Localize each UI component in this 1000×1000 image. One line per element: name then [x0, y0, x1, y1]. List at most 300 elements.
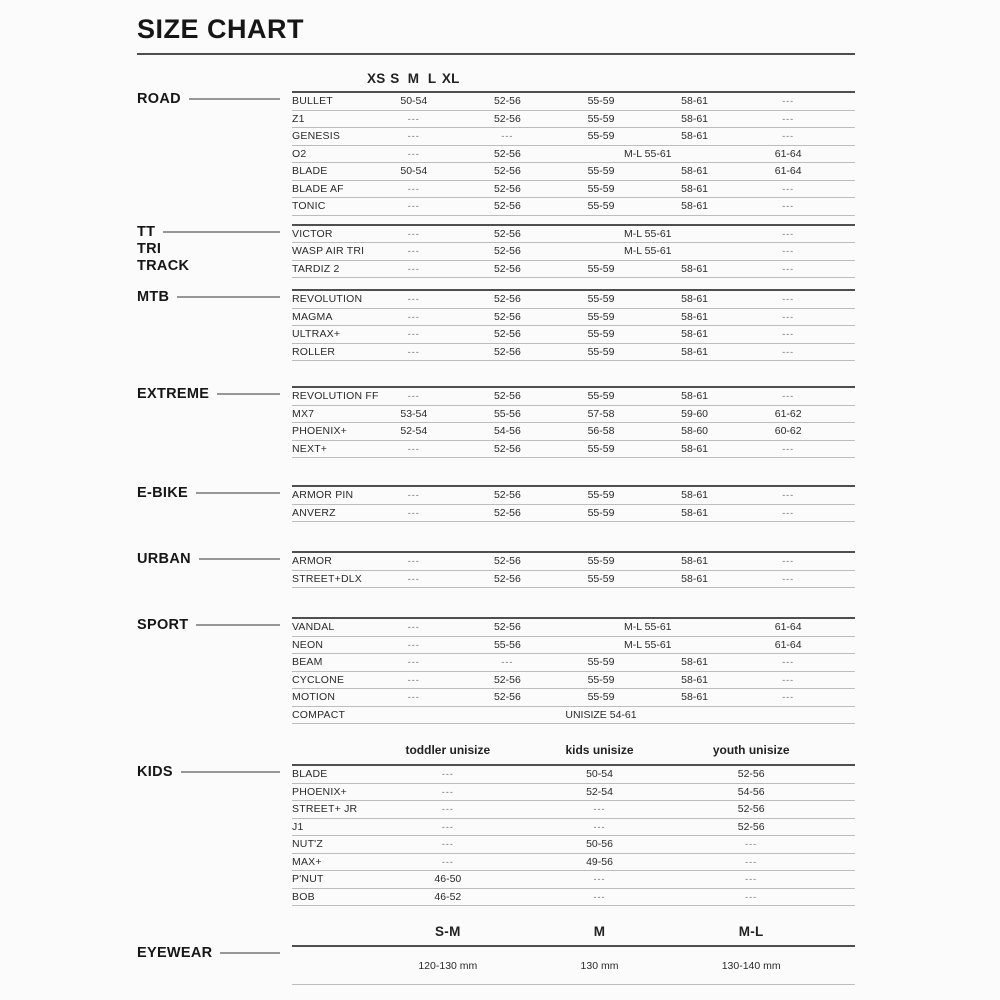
table-row — [292, 261, 855, 279]
category-label: SPORT — [137, 617, 189, 633]
category-label: EYEWEAR — [137, 945, 213, 961]
size-column-headers — [292, 55, 480, 91]
table-row — [292, 889, 855, 907]
category-label: URBAN — [137, 551, 191, 567]
size-cell: 52-56 — [493, 227, 521, 240]
eyewear-table — [292, 919, 855, 985]
size-cell: 58-61 — [681, 489, 709, 502]
section-e-bike — [137, 485, 855, 522]
size-cell: 55-59 — [587, 165, 615, 178]
size-cell: --- — [407, 639, 420, 650]
kids-category-column — [137, 736, 292, 906]
size-cell: 52-56 — [493, 95, 521, 108]
size-cell: 55-59 — [587, 182, 615, 195]
size-cell: --- — [407, 311, 420, 322]
size-cell: 52-56 — [737, 803, 765, 816]
size-cell: 58-61 — [681, 691, 709, 704]
model-name: NEXT+ — [292, 442, 328, 455]
model-name: CYCLONE — [292, 673, 345, 686]
size-cell: --- — [782, 490, 795, 501]
category-labels — [137, 289, 292, 306]
model-name: MOTION — [292, 691, 336, 704]
size-cell: --- — [782, 96, 795, 107]
model-name: MAGMA — [292, 310, 333, 323]
table-row — [292, 243, 855, 261]
size-cell: 61-64 — [774, 165, 802, 178]
model-name: BLADE AF — [292, 182, 344, 195]
category-label-row — [137, 485, 292, 502]
size-cell: 55-59 — [587, 293, 615, 306]
size-cell: --- — [782, 329, 795, 340]
table-row — [292, 854, 855, 872]
helmet-sections — [137, 91, 855, 724]
size-cell: --- — [407, 556, 420, 567]
eyewear-column-header: M-L — [738, 924, 764, 939]
size-cell: --- — [782, 507, 795, 518]
size-cell: 52-56 — [493, 112, 521, 125]
table-row — [292, 163, 855, 181]
eyewear-values-row — [292, 947, 855, 985]
model-name: ROLLER — [292, 345, 336, 358]
size-column-header: XS — [367, 71, 386, 86]
table-row — [292, 637, 855, 655]
table-row — [292, 553, 855, 571]
table-row — [292, 111, 855, 129]
size-cell: 52-56 — [493, 442, 521, 455]
size-cell: --- — [782, 263, 795, 274]
size-cell: --- — [407, 329, 420, 340]
category-label: TRACK — [137, 257, 190, 274]
category-labels — [137, 224, 292, 275]
category-rule — [196, 624, 280, 626]
size-cell: --- — [782, 294, 795, 305]
size-cell: 58-61 — [681, 293, 709, 306]
size-cell: --- — [782, 246, 795, 257]
model-name: O2 — [292, 147, 307, 160]
size-cell: 61-64 — [774, 638, 802, 651]
size-cell: 55-59 — [587, 310, 615, 323]
size-cell: 55-59 — [587, 555, 615, 568]
model-name: NUT'Z — [292, 838, 323, 851]
table-row — [292, 128, 855, 146]
size-cell: --- — [782, 674, 795, 685]
size-cell: 52-56 — [493, 328, 521, 341]
size-cell: --- — [782, 113, 795, 124]
size-cell: 52-56 — [493, 200, 521, 213]
kids-rows — [292, 764, 855, 906]
category-labels — [137, 386, 292, 403]
section-category-column — [137, 386, 292, 458]
size-cell: --- — [782, 573, 795, 584]
size-cell: --- — [407, 346, 420, 357]
model-name: BULLET — [292, 95, 333, 108]
category-label: KIDS — [137, 764, 173, 780]
size-cell: 58-61 — [681, 345, 709, 358]
size-cell: M-L 55-61 — [624, 245, 672, 258]
table-row — [292, 93, 855, 111]
section-tt — [137, 224, 855, 279]
size-cell: 52-56 — [493, 673, 521, 686]
model-name: PHOENIX+ — [292, 785, 347, 798]
size-cell: --- — [782, 131, 795, 142]
size-cell: --- — [782, 556, 795, 567]
size-cell: 55-59 — [587, 489, 615, 502]
size-cell: --- — [407, 113, 420, 124]
category-rule — [196, 492, 280, 494]
size-cell: 55-59 — [587, 345, 615, 358]
size-cell: 49-56 — [586, 855, 613, 868]
section-rows — [292, 551, 855, 588]
table-row — [292, 571, 855, 589]
model-name: GENESIS — [292, 130, 341, 143]
category-label: TT — [137, 223, 156, 240]
size-column-header: L — [427, 71, 437, 86]
size-cell: 61-64 — [774, 147, 802, 160]
category-rule — [199, 558, 280, 560]
size-cell: 56-58 — [587, 425, 615, 438]
table-row — [292, 619, 855, 637]
category-labels — [137, 764, 292, 781]
table-row — [292, 871, 855, 889]
category-labels — [137, 617, 292, 634]
model-name: PHOENIX+ — [292, 425, 347, 438]
size-cell: 58-60 — [681, 425, 709, 438]
model-name: BLADE — [292, 768, 328, 781]
category-label-row — [137, 258, 292, 275]
table-row — [292, 226, 855, 244]
table-row — [292, 654, 855, 672]
size-cell: --- — [407, 490, 420, 501]
section-road — [137, 91, 855, 216]
size-cell: --- — [407, 263, 420, 274]
size-column-header: XL — [441, 71, 460, 86]
category-label-row — [137, 241, 292, 258]
model-name: REVOLUTION — [292, 293, 363, 306]
kids-column-header: youth unisize — [712, 743, 790, 757]
category-label-row — [137, 386, 292, 403]
size-cell: 55-56 — [493, 407, 521, 420]
table-row — [292, 388, 855, 406]
size-cell: 52-56 — [493, 147, 521, 160]
section-category-column — [137, 289, 292, 361]
size-cell: 55-56 — [493, 638, 521, 651]
size-cell: 55-59 — [587, 691, 615, 704]
size-cell: 52-56 — [493, 345, 521, 358]
table-row — [292, 801, 855, 819]
size-cell: 58-61 — [681, 112, 709, 125]
size-cell: 55-59 — [587, 572, 615, 585]
size-cell: 52-56 — [493, 506, 521, 519]
size-cell: 52-56 — [493, 182, 521, 195]
eyewear-column-header: S-M — [435, 924, 461, 939]
size-cell: --- — [407, 692, 420, 703]
size-cell: 55-59 — [587, 95, 615, 108]
size-cell: M-L 55-61 — [624, 227, 672, 240]
size-cell: --- — [407, 391, 420, 402]
category-label-row — [137, 551, 292, 568]
size-cell: 55-59 — [587, 200, 615, 213]
size-cell: 52-56 — [493, 691, 521, 704]
table-row — [292, 291, 855, 309]
eyewear-column-headers — [292, 919, 855, 945]
model-name: COMPACT — [292, 708, 346, 721]
category-label-row — [137, 617, 292, 634]
size-cell: 52-56 — [493, 245, 521, 258]
size-cell: --- — [782, 201, 795, 212]
size-cell: --- — [407, 622, 420, 633]
model-name: TONIC — [292, 200, 326, 213]
size-cell: 52-54 — [586, 785, 613, 798]
model-name: ARMOR PIN — [292, 489, 354, 502]
size-cell: 58-61 — [681, 165, 709, 178]
table-row — [292, 819, 855, 837]
category-label-row — [137, 224, 292, 241]
size-cell: M-L 55-61 — [624, 621, 672, 634]
section-rows — [292, 485, 855, 522]
kids-column-header: toddler unisize — [405, 743, 491, 757]
size-cell: 55-59 — [587, 656, 615, 669]
category-labels — [137, 91, 292, 108]
category-rule — [177, 296, 280, 298]
size-cell: --- — [407, 201, 420, 212]
category-label-row — [137, 764, 292, 781]
section-rows — [292, 289, 855, 361]
size-cell: --- — [745, 874, 758, 885]
eyewear-rows — [292, 945, 855, 985]
size-cell: --- — [782, 183, 795, 194]
size-cell: 60-62 — [774, 425, 802, 438]
size-cell: 50-54 — [400, 95, 428, 108]
table-row — [292, 406, 855, 424]
size-cell: 46-50 — [434, 873, 462, 886]
model-name: MAX+ — [292, 855, 322, 868]
size-cell: --- — [441, 769, 454, 780]
model-name: REVOLUTION FF — [292, 390, 379, 403]
table-row — [292, 836, 855, 854]
size-cell: 58-61 — [681, 328, 709, 341]
size-cell: 58-61 — [681, 200, 709, 213]
eyewear-value: 130 mm — [580, 959, 619, 972]
size-cell: 55-59 — [587, 442, 615, 455]
size-cell: --- — [407, 228, 420, 239]
model-name: STREET+DLX — [292, 572, 362, 585]
size-cell: 52-56 — [493, 621, 521, 634]
size-cell: 52-56 — [737, 820, 765, 833]
category-label: ROAD — [137, 91, 181, 107]
size-cell: 58-61 — [681, 442, 709, 455]
size-cell: --- — [501, 131, 514, 142]
category-rule — [217, 393, 280, 395]
size-cell: 52-56 — [493, 572, 521, 585]
section-eyewear — [137, 919, 855, 985]
size-cell: 58-61 — [681, 390, 709, 403]
size-cell: --- — [407, 573, 420, 584]
size-cell: 52-56 — [493, 390, 521, 403]
category-rule — [189, 98, 280, 100]
size-cell: 52-56 — [493, 165, 521, 178]
table-row — [292, 672, 855, 690]
size-cell: 58-61 — [681, 673, 709, 686]
size-cell: --- — [593, 874, 606, 885]
size-cell: --- — [782, 311, 795, 322]
category-label: EXTREME — [137, 386, 210, 402]
model-name: ARMOR — [292, 555, 333, 568]
table-row — [292, 689, 855, 707]
table-row — [292, 766, 855, 784]
size-cell: --- — [407, 674, 420, 685]
size-cell: 55-59 — [587, 390, 615, 403]
size-cell: --- — [593, 891, 606, 902]
size-cell: 52-56 — [737, 768, 765, 781]
size-cell: --- — [407, 148, 420, 159]
size-cell: 55-59 — [587, 506, 615, 519]
size-cell: --- — [441, 821, 454, 832]
table-row — [292, 181, 855, 199]
category-label: MTB — [137, 289, 170, 305]
size-cell: M-L 55-61 — [624, 147, 672, 160]
section-rows — [292, 224, 855, 279]
size-cell: 52-56 — [493, 262, 521, 275]
size-cell: 55-59 — [587, 112, 615, 125]
category-labels — [137, 945, 292, 962]
size-cell: --- — [782, 391, 795, 402]
eyewear-category-column — [137, 919, 292, 985]
table-row — [292, 146, 855, 164]
size-cell: --- — [782, 443, 795, 454]
model-name: MX7 — [292, 407, 315, 420]
table-row — [292, 707, 855, 725]
header-left-spacer — [137, 55, 292, 91]
size-cell: 58-61 — [681, 555, 709, 568]
size-cell: --- — [407, 443, 420, 454]
size-cell: 50-54 — [400, 165, 428, 178]
size-cell: 61-62 — [774, 407, 802, 420]
eyewear-value: 120-130 mm — [418, 959, 478, 972]
size-cell: 55-59 — [587, 262, 615, 275]
size-cell: 54-56 — [737, 785, 765, 798]
size-cell: --- — [782, 228, 795, 239]
size-cell: 61-64 — [774, 621, 802, 634]
kids-column-headers — [292, 736, 855, 764]
size-cell: --- — [745, 891, 758, 902]
size-cell: 58-61 — [681, 130, 709, 143]
size-cell: 53-54 — [400, 407, 428, 420]
model-name: J1 — [292, 820, 304, 833]
section-category-column — [137, 485, 292, 522]
size-cell: 58-61 — [681, 310, 709, 323]
section-extreme — [137, 386, 855, 458]
size-column-header: M — [407, 71, 420, 86]
section-category-column — [137, 551, 292, 588]
size-cell: 52-54 — [400, 425, 428, 438]
size-cell: --- — [745, 839, 758, 850]
kids-table — [292, 736, 855, 906]
section-rows — [292, 386, 855, 458]
size-cell: --- — [441, 839, 454, 850]
size-cell: --- — [782, 346, 795, 357]
size-cell: --- — [407, 246, 420, 257]
category-labels — [137, 551, 292, 568]
table-row — [292, 784, 855, 802]
size-cell: --- — [782, 657, 795, 668]
table-row — [292, 487, 855, 505]
model-name: NEON — [292, 638, 324, 651]
size-cell: --- — [407, 131, 420, 142]
category-label-row — [137, 945, 292, 962]
size-cell: 58-61 — [681, 95, 709, 108]
page-title: SIZE CHART — [137, 14, 304, 44]
size-cell: 59-60 — [681, 407, 709, 420]
table-row — [292, 441, 855, 459]
size-cell: --- — [745, 856, 758, 867]
size-cell: 50-54 — [586, 768, 613, 781]
size-cell: 58-61 — [681, 656, 709, 669]
size-cell: --- — [593, 821, 606, 832]
size-cell: --- — [407, 657, 420, 668]
model-name: BEAM — [292, 656, 323, 669]
size-cell: --- — [407, 183, 420, 194]
table-row — [292, 326, 855, 344]
model-name: P'NUT — [292, 873, 324, 886]
size-header-row — [137, 55, 855, 91]
size-cell: 57-58 — [587, 407, 615, 420]
size-cell: M-L 55-61 — [624, 638, 672, 651]
size-cell: UNISIZE 54-61 — [565, 708, 637, 721]
section-category-column — [137, 617, 292, 724]
category-labels — [137, 485, 292, 502]
size-cell: 52-56 — [493, 293, 521, 306]
eyewear-column-header: M — [593, 924, 606, 939]
table-row — [292, 309, 855, 327]
model-name: VANDAL — [292, 621, 335, 634]
eyewear-value: 130-140 mm — [721, 959, 781, 972]
size-cell: 55-59 — [587, 673, 615, 686]
size-cell: 52-56 — [493, 310, 521, 323]
model-name: BOB — [292, 890, 315, 903]
model-name: ANVERZ — [292, 506, 336, 519]
size-cell: 55-59 — [587, 130, 615, 143]
section-category-column — [137, 91, 292, 216]
size-cell: 50-56 — [586, 838, 613, 851]
size-cell: 52-56 — [493, 555, 521, 568]
model-name: ULTRAX+ — [292, 328, 341, 341]
model-name: TARDIZ 2 — [292, 262, 340, 275]
size-column-header: S — [390, 71, 400, 86]
section-urban — [137, 551, 855, 588]
size-cell: --- — [782, 692, 795, 703]
category-rule — [181, 771, 280, 773]
table-row — [292, 198, 855, 216]
model-name: STREET+ JR — [292, 803, 358, 816]
section-rows — [292, 617, 855, 724]
table-row — [292, 344, 855, 362]
model-name: WASP AIR TRI — [292, 245, 365, 258]
size-cell: 58-61 — [681, 572, 709, 585]
section-rows — [292, 91, 855, 216]
size-cell: --- — [441, 856, 454, 867]
size-cell: 58-61 — [681, 506, 709, 519]
size-cell: --- — [407, 507, 420, 518]
section-kids — [137, 736, 855, 906]
size-cell: --- — [407, 294, 420, 305]
section-category-column — [137, 224, 292, 279]
size-cell: --- — [501, 657, 514, 668]
model-name: BLADE — [292, 165, 328, 178]
size-cell: 52-56 — [493, 489, 521, 502]
size-cell: --- — [593, 804, 606, 815]
model-name: Z1 — [292, 112, 305, 125]
kids-column-header: kids unisize — [565, 743, 634, 757]
